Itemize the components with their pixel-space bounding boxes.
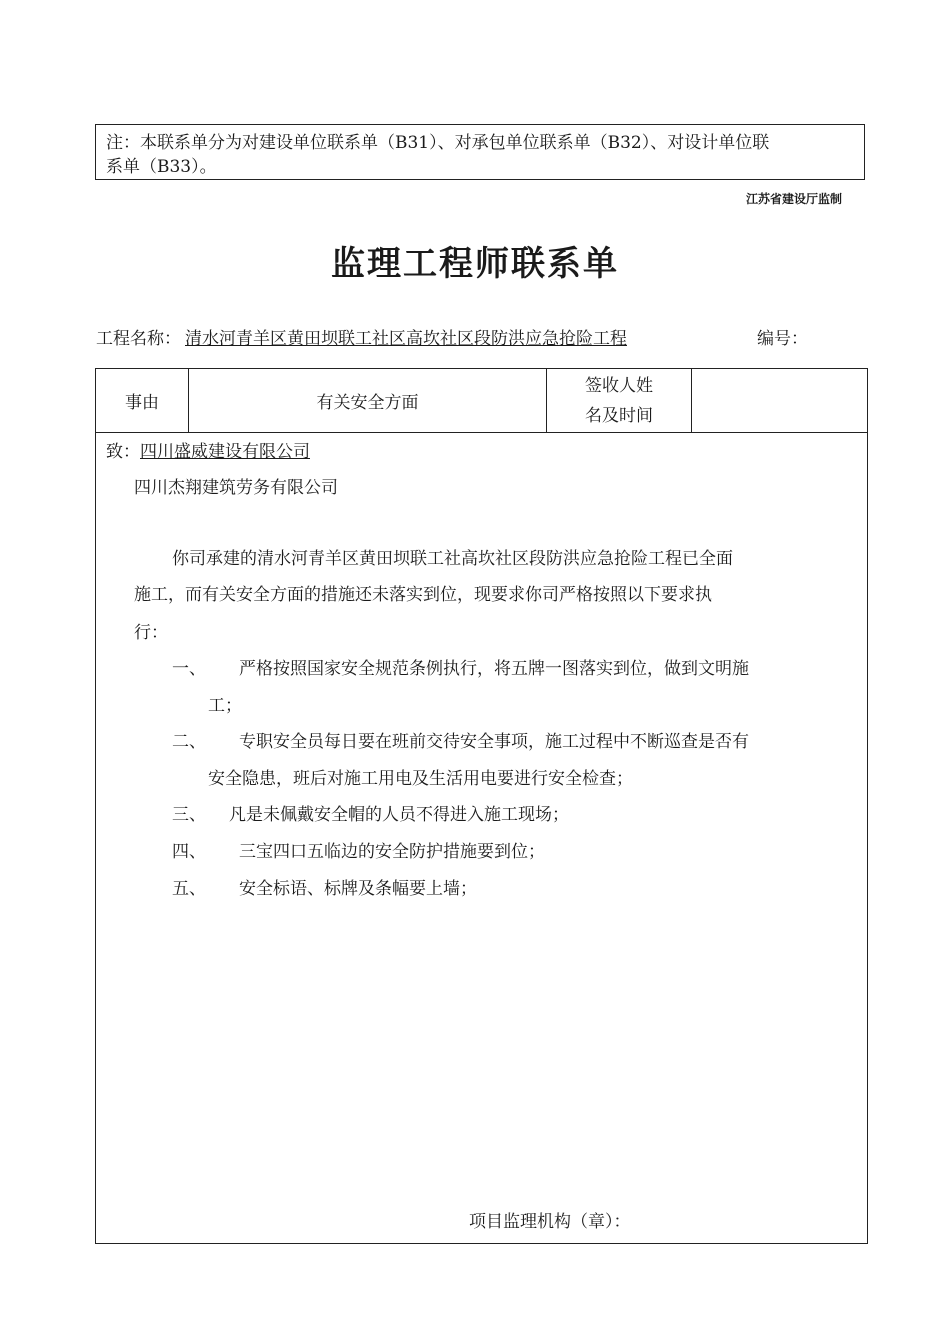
to-line [106,437,310,462]
header-row [96,369,867,433]
to-label: 致： [106,442,140,462]
item-number: 三、 [172,805,206,825]
note-line-1: 注：本联系单分为对建设单位联系单（B31）、对承包单位联系单（B32）、对设计单位联 [106,133,770,153]
second-company: 四川杰翔建筑劳务有限公司 [134,478,338,498]
reason-label: 事由 [125,393,159,413]
item-number: 五、 [172,879,206,899]
issuer-label: 江苏省建设厅监制 [745,192,842,206]
item-number: 一、 [172,659,206,679]
note-box [95,124,865,180]
sign-label-line-2: 名及时间 [585,405,653,426]
item-number: 四、 [172,842,206,862]
item-text-cont: 工； [208,696,242,716]
sign-label-line-1: 签收人姓 [585,375,653,396]
item-text-cont: 安全隐患，班后对施工用电及生活用电要进行安全检查； [208,769,633,789]
form-table [95,368,868,1244]
project-label: 工程名称： [96,329,181,349]
stamp-label: 项目监理机构（章）： [469,1212,631,1232]
para-line-3: 行： [134,623,168,643]
sign-label [547,369,691,432]
note-line-2: 系单（B33）。 [106,157,217,177]
item-text: 安全标语、标牌及条幅要上墙； [239,879,477,899]
sign-value [692,369,867,432]
para-line-2: 施工，而有关安全方面的措施还未落实到位，现要求你司严格按照以下要求执 [134,585,712,605]
to-company: 四川盛威建设有限公司 [140,442,310,462]
item-text: 专职安全员每日要在班前交待安全事项，施工过程中不断巡查是否有 [239,732,749,752]
reason-value: 有关安全方面 [316,393,419,413]
item-text: 严格按照国家安全规范条例执行，将五牌一图落实到位，做到文明施 [239,659,749,679]
code-label: 编号： [757,329,808,349]
item-text: 三宝四口五临边的安全防护措施要到位； [239,842,545,862]
item-number: 二、 [172,732,206,752]
para-line-1: 你司承建的清水河青羊区黄田坝联工社高坎社区段防洪应急抢险工程已全面 [172,549,733,569]
project-row [96,324,637,349]
project-name: 清水河青羊区黄田坝联工社区高坎社区段防洪应急抢险工程 [185,329,627,349]
page-title: 监理工程师联系单 [331,244,619,284]
item-text: 凡是未佩戴安全帽的人员不得进入施工现场； [229,805,569,825]
